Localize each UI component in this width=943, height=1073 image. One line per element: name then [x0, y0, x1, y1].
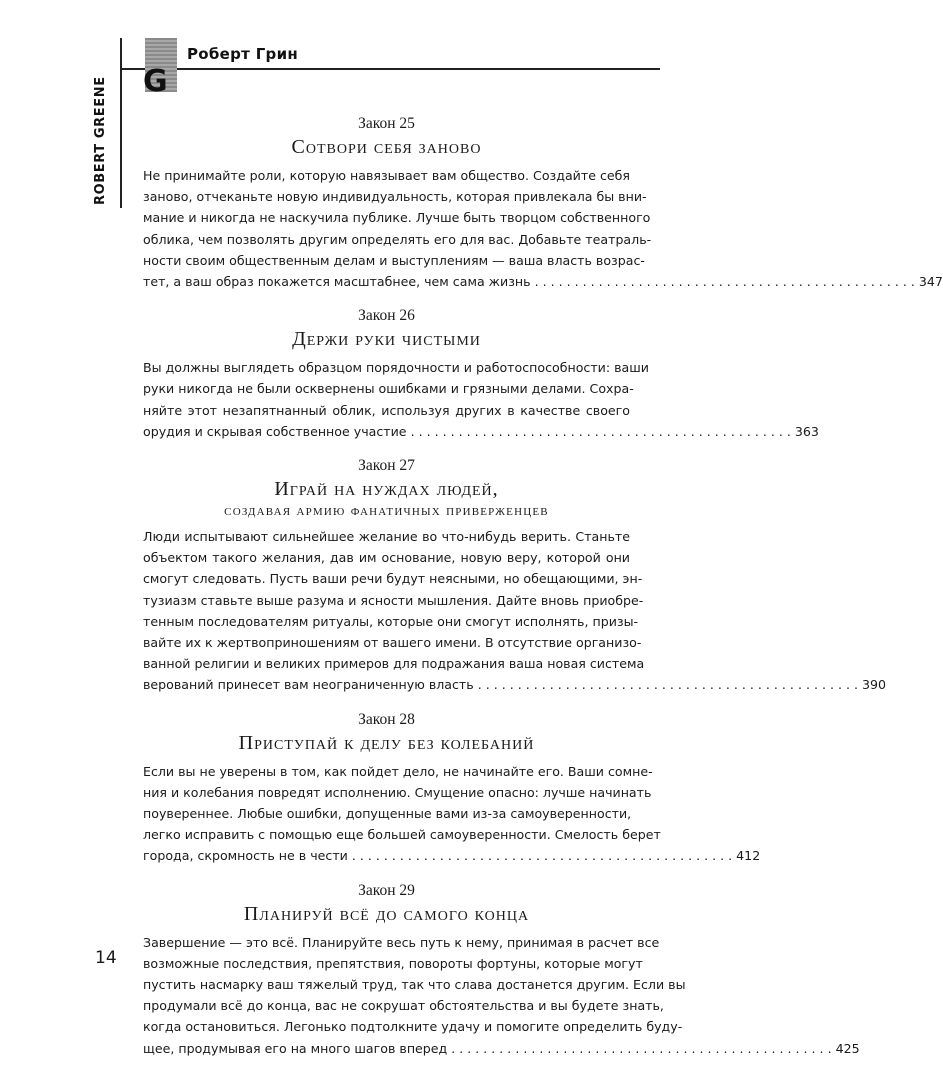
description-line: тузиазм ставьте выше разума и ясности мышления. Дайте вновь приобре-: [143, 592, 644, 608]
description-line: Люди испытывают сильнейшее желание во что-нибудь верить. Станьте: [143, 529, 630, 545]
law-title: Сотвори себя заново: [291, 136, 482, 158]
description-line: Если вы не уверены в том, как пойдет дело, не начинайте его. Ваши сомне-: [143, 763, 653, 779]
law-entry: [143, 114, 943, 292]
description-line: орудия и скрывая собственное участие: [143, 423, 407, 439]
law-description: [143, 357, 819, 442]
description-line: Не принимайте роли, которую навязывает вам общество. Создайте себя: [143, 168, 630, 183]
header-logo-letter: G: [143, 64, 168, 99]
law-description: [143, 165, 943, 292]
description-line: ванной религии и великих примеров для подражания ваша новая система: [143, 656, 645, 672]
description-line: города, скромность не в чести: [143, 848, 348, 864]
toc-page-number[interactable]: 390: [862, 677, 887, 693]
description-line: тет, а ваш образ покажется масштабнее, чем сама жизнь: [143, 274, 531, 290]
description-line: возможные последствия, препятствия, повороты фортуны, которые могут: [143, 955, 643, 971]
leader-dots: [411, 421, 791, 442]
page-number: 14: [95, 948, 117, 968]
law-description: [143, 526, 887, 696]
table-of-contents: [143, 114, 943, 1073]
description-line: Завершение — это всё. Планируйте весь путь к нему, принимая в расчет все: [143, 934, 660, 950]
leader-dots: [451, 1038, 831, 1059]
description-line: когда остановиться. Легонько подтолкните удачу и помогите определить буду-: [143, 1019, 683, 1035]
law-number: Закон 25: [358, 115, 415, 132]
law-description: [143, 932, 860, 1059]
toc-leader-line: [143, 845, 761, 866]
description-line: поувереннее. Любые ошибки, допущенные вами из-за самоуверенности,: [143, 806, 632, 822]
description-line: ности своим общественным делам и выступлениям — ваша власть возрас-: [143, 252, 645, 268]
toc-page-number[interactable]: 425: [835, 1040, 860, 1056]
law-title: Планируй всё до самого конца: [243, 902, 530, 925]
toc-page-number[interactable]: 412: [736, 848, 761, 864]
description-line: легко исправить с помощью еще большей самоуверенности. Смелость берет: [143, 827, 661, 843]
description-line: няйте этот незапятнанный облик, используя других в качестве своего: [143, 402, 630, 418]
description-line: пустить насмарку ваш тяжелый труд, так что слава достанется другим. Если вы: [143, 977, 686, 993]
description-line: тенным последователям ритуалы, которые они смогут исполнять, призы-: [143, 613, 639, 629]
law-number: Закон 28: [358, 710, 415, 728]
description-line: Вы должны выглядеть образцом порядочности и работоспособности: ваши: [143, 360, 649, 376]
header-horizontal-rule: [120, 68, 660, 70]
law-entry: [143, 456, 887, 696]
header-author: Роберт Грин: [187, 45, 299, 63]
description-line: продумали всё до конца, вас не сокрушат обстоятельства и вы будете знать,: [143, 998, 664, 1014]
description-line: щее, продумывая его на много шагов вперед: [143, 1040, 448, 1056]
law-title: Играй на нуждах людей,: [274, 478, 499, 501]
law-number: Закон 27: [358, 457, 415, 475]
law-title: Приступай к делу без колебаний: [238, 731, 535, 754]
law-title: создавая армию фанатичных приверженцев: [224, 502, 549, 520]
description-line: верований принесет вам неограниченную власть: [143, 677, 474, 693]
law-entry: [143, 306, 819, 442]
law-number: Закон 26: [358, 307, 415, 325]
toc-leader-line: [143, 674, 887, 695]
toc-leader-line: [143, 271, 943, 292]
header-vertical-rule: [120, 38, 122, 208]
toc-leader-line: [143, 1038, 860, 1059]
leader-dots: [352, 845, 732, 866]
leader-dots: [478, 674, 858, 695]
description-line: мание и никогда не наскучила публике. Лучше быть творцом собственного: [143, 210, 651, 226]
law-entry: [143, 710, 761, 867]
toc-page-number[interactable]: 347: [918, 274, 943, 290]
law-number: Закон 29: [358, 881, 415, 899]
side-author-vertical: ROBERT GREENE: [93, 76, 108, 205]
description-line: ния и колебания повредят исполнению. Смущение опасно: лучше начинать: [143, 784, 652, 800]
toc-page-number[interactable]: 363: [794, 423, 819, 439]
description-line: руки никогда не были осквернены ошибками и грязными делами. Сохра-: [143, 381, 634, 397]
law-description: [143, 761, 761, 867]
description-line: смогут следовать. Пусть ваши речи будут неясными, но обещающими, эн-: [143, 571, 643, 587]
law-title: Держи руки чистыми: [292, 328, 481, 351]
leader-dots: [535, 271, 915, 292]
description-line: вайте их к жертвоприношениям от вашего имени. В отсутствие организо-: [143, 635, 642, 651]
description-line: заново, отчеканьте новую индивидуальность, которая привлекала бы вни-: [143, 189, 647, 205]
toc-leader-line: [143, 421, 819, 442]
law-entry: [143, 881, 860, 1059]
description-line: облика, чем позволять другим определять его для вас. Добавьте театраль-: [143, 231, 652, 247]
description-line: объектом такого желания, дав им основание, новую веру, которой они: [143, 550, 630, 566]
